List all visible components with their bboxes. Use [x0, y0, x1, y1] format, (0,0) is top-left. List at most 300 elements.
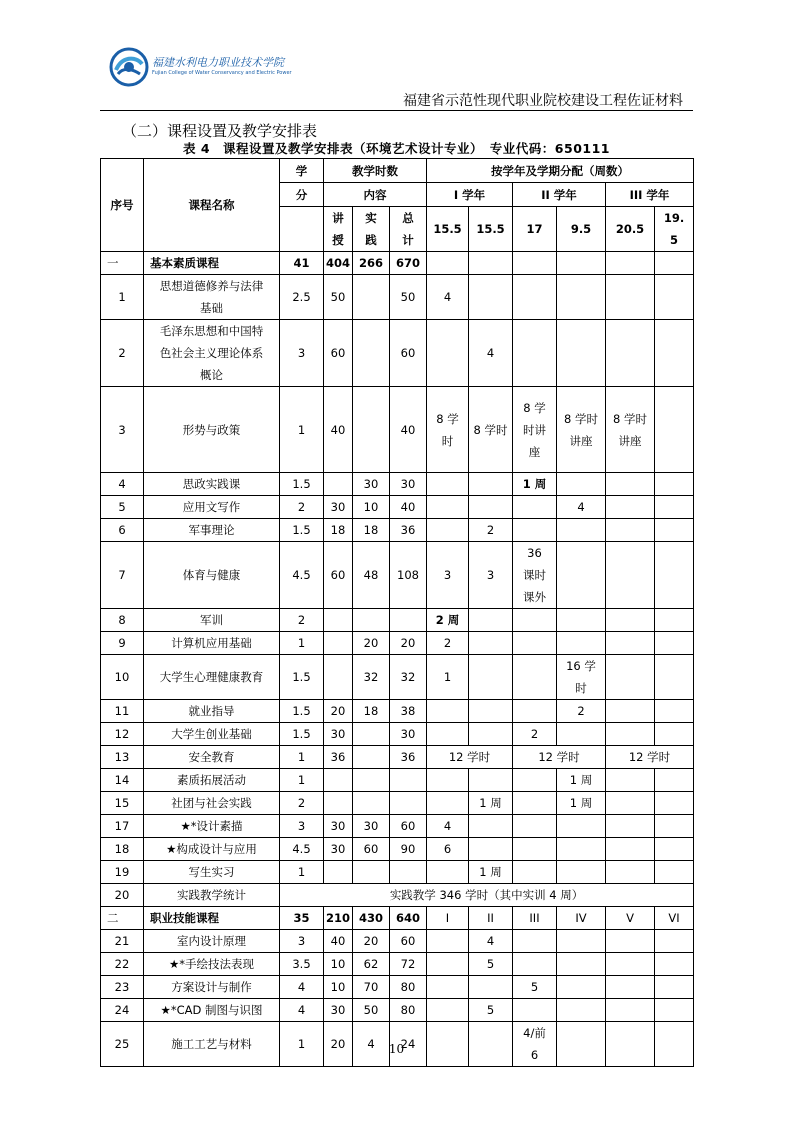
section-total: 670 — [390, 252, 427, 275]
course-row — [101, 792, 694, 815]
course-name: 体育与健康 — [144, 542, 280, 609]
course-total-hours: 80 — [390, 999, 427, 1022]
course-total-hours: 38 — [390, 700, 427, 723]
semester-cell: I — [427, 907, 469, 930]
semester-cell — [606, 632, 655, 655]
semester-cell — [427, 320, 469, 387]
course-credit: 1 — [280, 769, 324, 792]
header-course-name: 课程名称 — [144, 159, 280, 252]
course-name: 就业指导 — [144, 700, 280, 723]
semester-cell: 1 周 — [557, 769, 606, 792]
semester-cell — [557, 930, 606, 953]
semester-cell: 5 — [513, 976, 557, 999]
semester-cell — [557, 252, 606, 275]
semester-cell — [557, 976, 606, 999]
course-row — [101, 769, 694, 792]
semester-cell: 1 周 — [469, 792, 513, 815]
course-total-hours: 72 — [390, 953, 427, 976]
semester-cell — [513, 632, 557, 655]
semester-cell — [469, 473, 513, 496]
course-total-hours — [390, 792, 427, 815]
course-credit: 4.5 — [280, 838, 324, 861]
course-number: 5 — [101, 496, 144, 519]
semester-cell — [655, 519, 694, 542]
course-credit: 3.5 — [280, 953, 324, 976]
course-credit: 3 — [280, 320, 324, 387]
course-total: 36 — [390, 746, 427, 769]
college-emblem-icon — [108, 46, 150, 88]
course-lecture-hours: 20 — [324, 1022, 353, 1067]
course-total-hours — [390, 861, 427, 884]
semester-cell: 36 课时 课外 — [513, 542, 557, 609]
semester-cell — [513, 609, 557, 632]
course-name: ★构成设计与应用 — [144, 838, 280, 861]
semester-cell — [513, 792, 557, 815]
course-name: 大学生创业基础 — [144, 723, 280, 746]
course-name: 计算机应用基础 — [144, 632, 280, 655]
semester-cell — [557, 838, 606, 861]
course-practice-hours: 62 — [353, 953, 390, 976]
header-practice: 实 践 — [353, 207, 390, 252]
header-year-3: III 学年 — [606, 183, 694, 207]
course-practice-hours — [353, 723, 390, 746]
header-row — [101, 159, 694, 183]
semester-cell: II — [469, 907, 513, 930]
course-lecture-hours: 30 — [324, 999, 353, 1022]
semester-cell — [557, 275, 606, 320]
semester-cell: 8 学 时讲 座 — [513, 387, 557, 473]
course-number: 23 — [101, 976, 144, 999]
course-number: 8 — [101, 609, 144, 632]
course-total-hours: 40 — [390, 387, 427, 473]
semester-cell: IV — [557, 907, 606, 930]
course-number: 2 — [101, 320, 144, 387]
course-name: 应用文写作 — [144, 496, 280, 519]
course-credit: 2 — [280, 792, 324, 815]
section-practice: 266 — [353, 252, 390, 275]
summary-row — [101, 884, 694, 907]
semester-cell — [469, 275, 513, 320]
semester-cell — [513, 700, 557, 723]
semester-cell: 8 学时 — [469, 387, 513, 473]
semester-cell: 2 — [557, 700, 606, 723]
semester-cell — [469, 609, 513, 632]
course-lecture-hours: 30 — [324, 496, 353, 519]
semester-cell — [606, 930, 655, 953]
course-name: 素质拓展活动 — [144, 769, 280, 792]
course-lecture: 36 — [324, 746, 353, 769]
course-name: 安全教育 — [144, 746, 280, 769]
course-row — [101, 387, 694, 473]
semester-cell — [469, 632, 513, 655]
semester-cell — [606, 320, 655, 387]
semester-cell — [655, 953, 694, 976]
semester-cell — [513, 838, 557, 861]
course-total-hours: 50 — [390, 275, 427, 320]
semester-cell — [655, 792, 694, 815]
course-credit: 1.5 — [280, 519, 324, 542]
course-row — [101, 700, 694, 723]
course-practice-hours: 18 — [353, 700, 390, 723]
course-lecture-hours: 30 — [324, 838, 353, 861]
course-row — [101, 976, 694, 999]
course-schedule-table — [100, 158, 694, 1067]
course-lecture-hours: 60 — [324, 542, 353, 609]
semester-cell: 1 周 — [557, 792, 606, 815]
semester-cell — [469, 838, 513, 861]
semester-cell — [655, 387, 694, 473]
header-semester-distribution: 按学年及学期分配（周数） — [427, 159, 694, 183]
semester-cell — [469, 976, 513, 999]
semester-cell — [606, 700, 655, 723]
year-3-hours: 12 学时 — [606, 746, 694, 769]
course-row — [101, 320, 694, 387]
section-practice: 430 — [353, 907, 390, 930]
semester-cell — [469, 655, 513, 700]
course-row — [101, 746, 694, 769]
course-total-hours: 32 — [390, 655, 427, 700]
course-number: 21 — [101, 930, 144, 953]
header-credit-blank — [280, 207, 324, 252]
semester-cell — [469, 700, 513, 723]
semester-cell — [655, 930, 694, 953]
header-semester-weeks: 20.5 — [606, 207, 655, 252]
semester-cell — [513, 930, 557, 953]
section-credit: 41 — [280, 252, 324, 275]
course-number: 20 — [101, 884, 144, 907]
semester-cell — [513, 815, 557, 838]
semester-cell: 4 — [469, 320, 513, 387]
semester-cell — [606, 861, 655, 884]
course-row — [101, 861, 694, 884]
college-logo-english: Fujian College of Water Conservancy and Electric Power — [152, 70, 292, 76]
semester-cell — [655, 320, 694, 387]
header-semester-weeks: 9.5 — [557, 207, 606, 252]
course-row — [101, 815, 694, 838]
semester-cell — [606, 473, 655, 496]
course-number: 10 — [101, 655, 144, 700]
course-total-hours: 108 — [390, 542, 427, 609]
practice-summary: 实践教学 346 学时（其中实训 4 周） — [280, 884, 694, 907]
course-name: 方案设计与制作 — [144, 976, 280, 999]
course-credit: 4 — [280, 999, 324, 1022]
course-practice-hours — [353, 387, 390, 473]
semester-cell: 8 学时 讲座 — [557, 387, 606, 473]
course-total-hours: 24 — [390, 1022, 427, 1067]
semester-cell: 2 — [427, 632, 469, 655]
course-total-hours: 30 — [390, 723, 427, 746]
semester-cell: 8 学 时 — [427, 387, 469, 473]
semester-cell — [557, 723, 606, 746]
course-name: 思政实践课 — [144, 473, 280, 496]
semester-cell: 4 — [427, 815, 469, 838]
semester-cell — [427, 930, 469, 953]
semester-cell — [513, 496, 557, 519]
course-credit: 2.5 — [280, 275, 324, 320]
course-total-hours: 40 — [390, 496, 427, 519]
semester-cell — [655, 815, 694, 838]
course-row — [101, 953, 694, 976]
course-practice-hours: 32 — [353, 655, 390, 700]
course-name: 大学生心理健康教育 — [144, 655, 280, 700]
course-credit: 4.5 — [280, 542, 324, 609]
semester-cell — [655, 609, 694, 632]
course-practice-hours: 30 — [353, 473, 390, 496]
semester-cell — [513, 252, 557, 275]
course-lecture-hours: 50 — [324, 275, 353, 320]
course-total-hours: 60 — [390, 930, 427, 953]
course-number: 7 — [101, 542, 144, 609]
semester-cell: 1 周 — [513, 473, 557, 496]
semester-cell — [427, 792, 469, 815]
section-name: 职业技能课程 — [144, 907, 280, 930]
course-lecture-hours — [324, 861, 353, 884]
semester-cell — [655, 275, 694, 320]
course-practice-hours — [353, 861, 390, 884]
semester-cell — [557, 632, 606, 655]
semester-cell — [655, 700, 694, 723]
semester-cell — [513, 769, 557, 792]
course-practice-hours — [353, 792, 390, 815]
course-credit: 2 — [280, 609, 324, 632]
semester-cell — [606, 999, 655, 1022]
course-lecture-hours: 40 — [324, 387, 353, 473]
semester-cell — [513, 275, 557, 320]
course-lecture-hours: 10 — [324, 976, 353, 999]
semester-cell — [557, 609, 606, 632]
course-practice — [353, 746, 390, 769]
semester-cell — [427, 473, 469, 496]
semester-cell — [606, 655, 655, 700]
section-title: （二）课程设置及教学安排表 — [122, 122, 318, 140]
section-row — [101, 907, 694, 930]
course-row — [101, 655, 694, 700]
semester-cell — [655, 838, 694, 861]
course-lecture-hours — [324, 655, 353, 700]
semester-cell — [469, 815, 513, 838]
semester-cell — [513, 999, 557, 1022]
course-practice-hours — [353, 275, 390, 320]
course-practice-hours — [353, 769, 390, 792]
course-lecture-hours: 30 — [324, 815, 353, 838]
semester-cell — [557, 320, 606, 387]
course-number: 19 — [101, 861, 144, 884]
course-practice-hours — [353, 320, 390, 387]
semester-cell: 2 周 — [427, 609, 469, 632]
semester-cell — [655, 542, 694, 609]
year-1-hours: 12 学时 — [427, 746, 513, 769]
course-number: 15 — [101, 792, 144, 815]
semester-cell — [513, 320, 557, 387]
header-semester-weeks: 19. 5 — [655, 207, 694, 252]
semester-cell — [655, 632, 694, 655]
semester-cell: 4 — [557, 496, 606, 519]
course-name: ★*设计素描 — [144, 815, 280, 838]
semester-cell: 16 学 时 — [557, 655, 606, 700]
course-name: 社团与社会实践 — [144, 792, 280, 815]
semester-cell — [655, 999, 694, 1022]
semester-cell: 4/前 6 — [513, 1022, 557, 1067]
page-number: 10 — [388, 1042, 405, 1056]
semester-cell: 1 周 — [469, 861, 513, 884]
semester-cell — [606, 275, 655, 320]
semester-cell — [427, 700, 469, 723]
course-row — [101, 542, 694, 609]
semester-cell — [557, 542, 606, 609]
course-lecture-hours — [324, 632, 353, 655]
course-credit: 1.5 — [280, 473, 324, 496]
semester-cell: V — [606, 907, 655, 930]
course-total-hours — [390, 769, 427, 792]
semester-cell — [655, 252, 694, 275]
semester-cell — [606, 723, 655, 746]
semester-cell — [427, 519, 469, 542]
semester-cell — [427, 953, 469, 976]
course-credit: 1 — [280, 746, 324, 769]
course-credit: 1.5 — [280, 655, 324, 700]
course-number: 18 — [101, 838, 144, 861]
course-number: 11 — [101, 700, 144, 723]
semester-cell — [606, 769, 655, 792]
section-total: 640 — [390, 907, 427, 930]
course-total-hours: 30 — [390, 473, 427, 496]
semester-cell — [655, 769, 694, 792]
header-divider — [100, 110, 693, 111]
course-practice-hours: 20 — [353, 632, 390, 655]
course-number: 12 — [101, 723, 144, 746]
semester-cell — [427, 769, 469, 792]
course-total-hours: 80 — [390, 976, 427, 999]
semester-cell: VI — [655, 907, 694, 930]
course-lecture-hours: 60 — [324, 320, 353, 387]
semester-cell — [469, 496, 513, 519]
semester-cell — [655, 473, 694, 496]
semester-cell — [427, 252, 469, 275]
semester-cell: 5 — [469, 999, 513, 1022]
header-seq: 序号 — [101, 159, 144, 252]
section-lecture: 404 — [324, 252, 353, 275]
course-credit: 1 — [280, 632, 324, 655]
section-number: 一 — [101, 252, 144, 275]
course-number: 14 — [101, 769, 144, 792]
header-semester-weeks: 17 — [513, 207, 557, 252]
semester-cell — [427, 976, 469, 999]
semester-cell: 2 — [469, 519, 513, 542]
course-total-hours: 60 — [390, 320, 427, 387]
course-name: 施工工艺与材料 — [144, 1022, 280, 1067]
course-row — [101, 632, 694, 655]
semester-cell — [606, 252, 655, 275]
header-lecture: 讲 授 — [324, 207, 353, 252]
course-name: 军事理论 — [144, 519, 280, 542]
header-teaching-hours: 教学时数 — [324, 159, 427, 183]
course-practice-hours: 60 — [353, 838, 390, 861]
semester-cell — [655, 976, 694, 999]
course-practice-hours: 4 — [353, 1022, 390, 1067]
course-name: 实践教学统计 — [144, 884, 280, 907]
course-practice-hours: 18 — [353, 519, 390, 542]
course-practice-hours: 70 — [353, 976, 390, 999]
course-lecture-hours: 18 — [324, 519, 353, 542]
course-credit: 2 — [280, 496, 324, 519]
semester-cell: 4 — [469, 930, 513, 953]
course-credit: 1 — [280, 861, 324, 884]
course-lecture-hours — [324, 769, 353, 792]
course-lecture-hours — [324, 473, 353, 496]
semester-cell: 3 — [427, 542, 469, 609]
semester-cell — [469, 723, 513, 746]
header-semester-weeks: 15.5 — [469, 207, 513, 252]
course-number: 1 — [101, 275, 144, 320]
semester-cell — [606, 838, 655, 861]
header-year-2: II 学年 — [513, 183, 606, 207]
semester-cell: 6 — [427, 838, 469, 861]
course-credit: 4 — [280, 976, 324, 999]
semester-cell — [557, 519, 606, 542]
course-total-hours: 60 — [390, 815, 427, 838]
course-lecture-hours: 40 — [324, 930, 353, 953]
semester-cell: 4 — [427, 275, 469, 320]
course-row — [101, 275, 694, 320]
course-number: 17 — [101, 815, 144, 838]
course-row — [101, 609, 694, 632]
semester-cell — [606, 542, 655, 609]
year-2-hours: 12 学时 — [513, 746, 606, 769]
semester-cell — [557, 815, 606, 838]
semester-cell — [427, 723, 469, 746]
semester-cell — [606, 815, 655, 838]
course-number: 24 — [101, 999, 144, 1022]
semester-cell — [606, 496, 655, 519]
document-header: 福建省示范性现代职业院校建设工程佐证材料 — [403, 93, 683, 109]
semester-cell — [557, 999, 606, 1022]
course-lecture-hours: 20 — [324, 700, 353, 723]
course-total-hours: 36 — [390, 519, 427, 542]
course-number: 25 — [101, 1022, 144, 1067]
course-practice-hours — [353, 609, 390, 632]
course-credit: 1.5 — [280, 723, 324, 746]
semester-cell — [655, 496, 694, 519]
college-logo — [108, 46, 298, 94]
semester-cell — [655, 861, 694, 884]
course-name: ★*CAD 制图与识图 — [144, 999, 280, 1022]
course-credit: 3 — [280, 930, 324, 953]
course-practice-hours: 50 — [353, 999, 390, 1022]
course-total-hours — [390, 609, 427, 632]
course-practice-hours: 48 — [353, 542, 390, 609]
course-number: 4 — [101, 473, 144, 496]
course-lecture-hours: 10 — [324, 953, 353, 976]
course-name: 形势与政策 — [144, 387, 280, 473]
course-name: 思想道德修养与法律 基础 — [144, 275, 280, 320]
section-row — [101, 252, 694, 275]
course-credit: 1 — [280, 387, 324, 473]
semester-cell — [513, 519, 557, 542]
semester-cell — [557, 473, 606, 496]
table-caption: 表 4 课程设置及教学安排表（环境艺术设计专业） 专业代码：650111 — [183, 141, 610, 156]
semester-cell — [606, 609, 655, 632]
course-lecture-hours — [324, 609, 353, 632]
header-total: 总 计 — [390, 207, 427, 252]
semester-cell: 3 — [469, 542, 513, 609]
course-name: 写生实习 — [144, 861, 280, 884]
course-name: ★*手绘技法表现 — [144, 953, 280, 976]
semester-cell — [513, 655, 557, 700]
course-row — [101, 999, 694, 1022]
semester-cell — [427, 999, 469, 1022]
course-credit: 1 — [280, 1022, 324, 1067]
semester-cell — [655, 655, 694, 700]
